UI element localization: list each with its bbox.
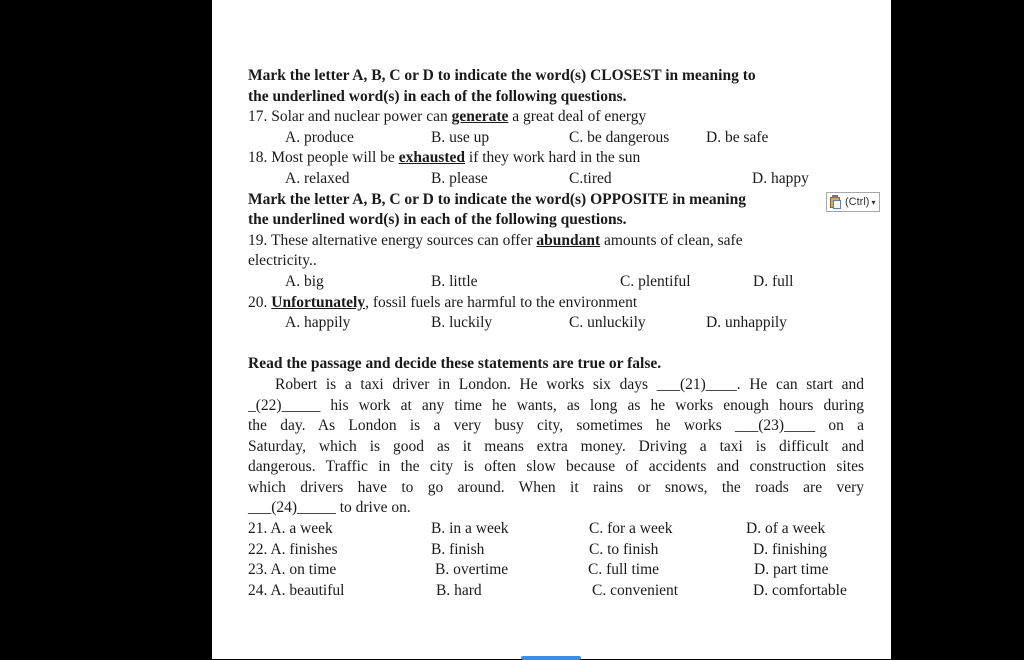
option-c: C. plentiful	[620, 272, 691, 290]
option-d: D. finishing	[753, 540, 828, 558]
question-19-cont: electricity..	[248, 252, 317, 270]
document-page	[212, 0, 891, 659]
passage-heading: Read the passage and decide these statements are true or false.	[248, 355, 662, 373]
option-a: A. produce	[285, 128, 354, 146]
option-b: B. finish	[431, 540, 485, 558]
option-d: D. of a week	[746, 520, 826, 538]
question-24-options	[248, 581, 864, 602]
underlined-word: exhausted	[398, 149, 466, 167]
option-c: C. full time	[588, 561, 660, 579]
passage-line: ___(24)_____ to drive on.	[248, 499, 411, 517]
underlined-word: abundant	[536, 231, 601, 249]
option-d: D. comfortable	[753, 581, 847, 599]
question-17: 17. Solar and nuclear power can generate a great deal of energy	[248, 108, 647, 126]
option-d: D. unhappily	[706, 314, 787, 332]
underlined-word: generate	[451, 108, 509, 126]
option-c: C. convenient	[592, 581, 679, 599]
passage-line: which drivers have to go around. When it rains or snows, the roads are very	[248, 478, 864, 496]
paste-options-button[interactable]	[826, 192, 880, 212]
option-b: B. luckily	[431, 314, 493, 332]
option-d: D. be safe	[706, 128, 769, 146]
option-d: D. part time	[754, 561, 829, 579]
scroll-thumb[interactable]	[521, 656, 581, 660]
option-a: A. big	[285, 272, 324, 290]
option-a: 24. A. beautiful	[248, 581, 345, 599]
passage-line: Robert is a taxi driver in London. He works six days ___(21)____. He can start and	[275, 375, 864, 393]
question-22-options	[248, 540, 864, 561]
option-c: C. to finish	[589, 540, 659, 558]
section2-instruction: Mark the letter A, B, C or D to indicate the word(s) OPPOSITE in meaning	[248, 190, 746, 208]
option-a: A. happily	[285, 314, 351, 332]
question-19: 19. These alternative energy sources can offer abundant amounts of clean, safe	[248, 231, 743, 249]
passage-line: the day. As London is a very busy city, sometimes he works ___(23)____ on a	[248, 417, 864, 435]
option-c: C.tired	[569, 169, 612, 187]
option-b: B. use up	[431, 128, 490, 146]
question-19-options	[248, 272, 864, 293]
option-c: C. for a week	[589, 520, 673, 538]
passage-line: Saturday, which is good as it means extra money. Driving a taxi is difficult and	[248, 437, 864, 455]
option-b: B. little	[431, 272, 478, 290]
question-20-options	[248, 313, 864, 334]
option-a: 21. A. a week	[248, 520, 333, 538]
section1-instruction: Mark the letter A, B, C or D to indicate the word(s) CLOSEST in meaning to	[248, 67, 756, 84]
option-d: D. full	[753, 272, 794, 290]
option-c: C. be dangerous	[569, 128, 670, 146]
passage-line: dangerous. Traffic in the city is often slow because of accidents and construction sites	[248, 458, 864, 476]
option-a: 22. A. finishes	[248, 540, 338, 558]
option-b: B. overtime	[435, 561, 509, 579]
question-21-options	[248, 519, 864, 540]
option-a: A. relaxed	[285, 169, 350, 187]
question-23-options	[248, 560, 864, 581]
question-20: 20. Unfortunately, fossil fuels are harmful to the environment	[248, 293, 638, 311]
question-18-options	[248, 169, 864, 190]
option-c: C. unluckily	[569, 314, 646, 332]
question-17-options	[248, 128, 864, 149]
question-18: 18. Most people will be exhausted if they work hard in the sun	[248, 149, 641, 167]
document-content	[248, 66, 864, 601]
paste-options-label: (Ctrl)	[845, 196, 870, 208]
option-b: B. in a week	[431, 520, 509, 538]
option-d: D. happy	[752, 169, 809, 187]
clipboard-icon	[829, 195, 842, 209]
underlined-word: Unfortunately	[271, 293, 366, 311]
section1-instruction-cont: the underlined word(s) in each of the following questions.	[248, 87, 627, 105]
passage-line: _(22)_____ his work at any time he wants, as long as he works enough hours during	[248, 396, 864, 414]
chevron-down-icon: ▾	[871, 197, 876, 207]
option-a: 23. A. on time	[248, 561, 337, 579]
option-b: B. hard	[436, 581, 482, 599]
option-b: B. please	[431, 169, 488, 187]
section2-instruction-cont: the underlined word(s) in each of the following questions.	[248, 211, 627, 229]
